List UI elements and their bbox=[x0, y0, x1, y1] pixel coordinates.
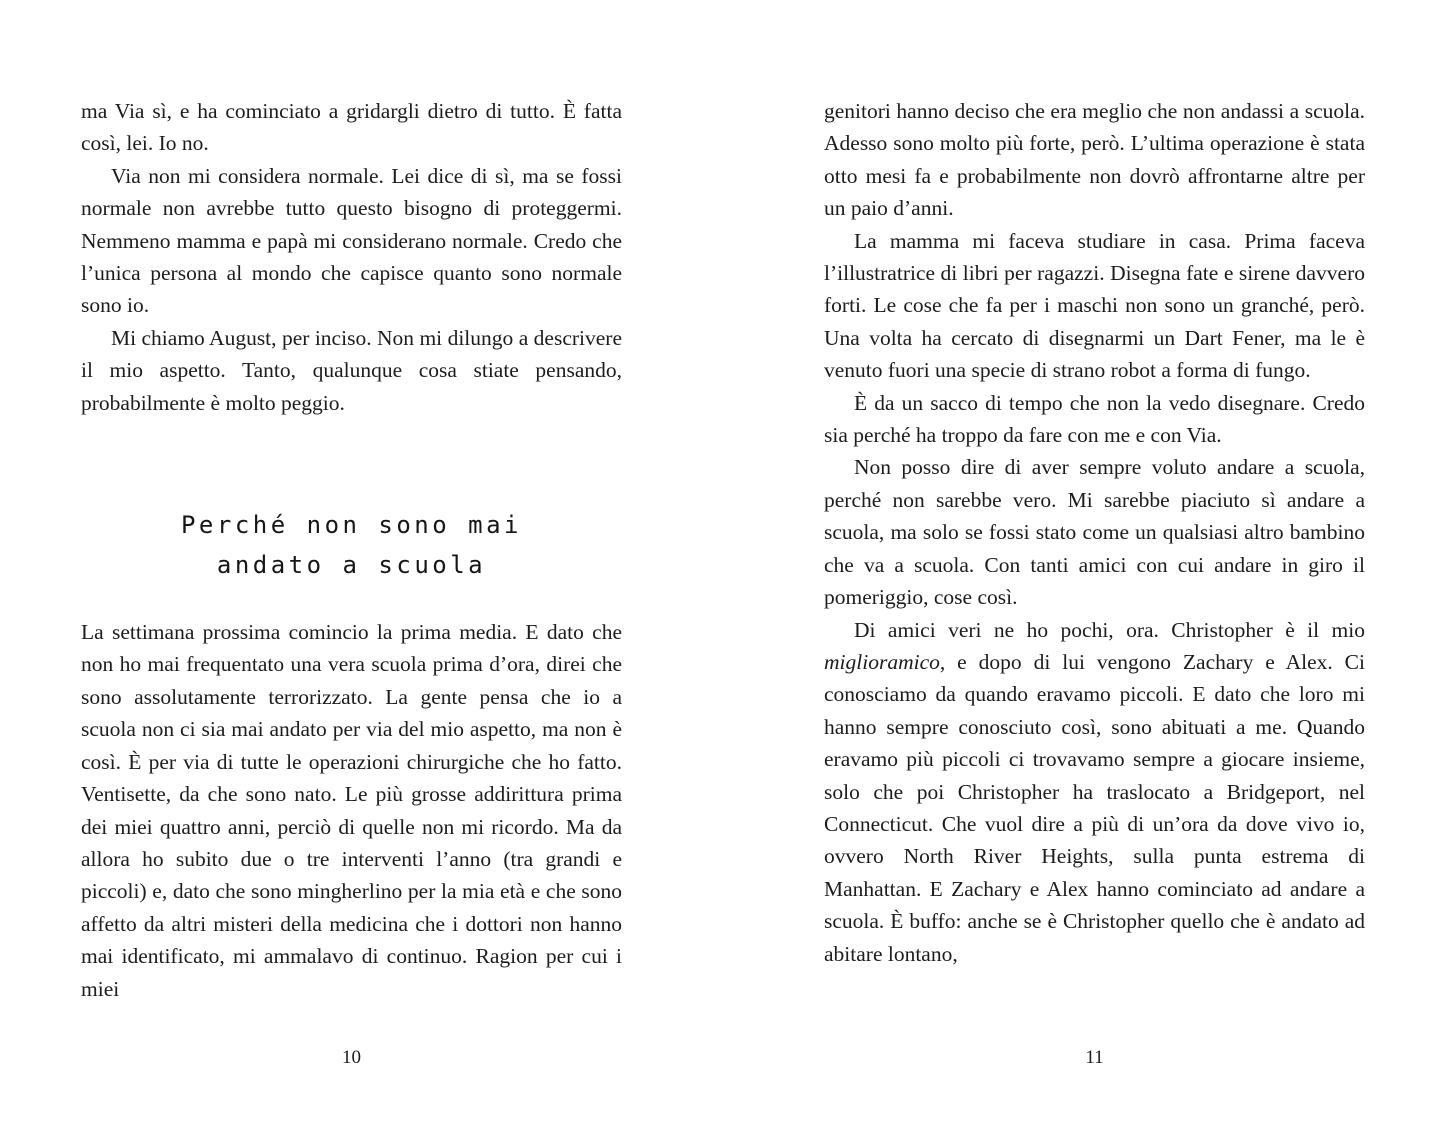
paragraph-text: Di amici veri ne ho pochi, ora. Christopher è il mio bbox=[854, 617, 1365, 642]
paragraph bbox=[824, 614, 1365, 970]
page-number-right: 11 bbox=[1085, 1047, 1104, 1068]
italic-word: miglioramico bbox=[824, 649, 940, 674]
paragraph-continued: genitori hanno deciso che era meglio che non andassi a scuola. Adesso sono molto più forte, però. L’ultima operazione è stata otto mesi fa e probabilmente non dovrò affrontarne altre per un paio d’anni. bbox=[824, 99, 1365, 221]
page-left bbox=[81, 95, 622, 1005]
paragraph-text: , e dopo di lui vengono Zachary e Alex. Ci conosciamo da quando eravamo piccoli. E dato che loro mi hanno sempre conosciuto così, sono abituati a me. Quando eravamo più piccoli ci trovavamo sempre a giocare insieme, solo che poi Christopher ha traslocato a Bridgeport, nel Connecticut. Che vuol dire a più di un’ora da dove vivo io, ovvero North River Heights, sulla punta estrema di Manhattan. E Zachary e Alex hanno cominciato ad andare a scuola. È buffo: anche se è Christopher quello che è andato ad abitare lontano, bbox=[824, 649, 1365, 966]
paragraph: Mi chiamo August, per inciso. Non mi dilungo a descrivere il mio aspetto. Tanto, qualunque cosa stiate pensando, probabilmente è molto peggio. bbox=[81, 325, 622, 415]
paragraph: La settimana prossima comincio la prima media. E dato che non ho mai frequentato una vera scuola prima d’ora, direi che sono assolutamente terrorizzato. La gente pensa che io a scuola non ci sia mai andato per via del mio aspetto, ma non è così. È per via di tutte le operazioni chirurgiche che ho fatto. Ventisette, da che sono nato. Le più grosse addirittura prima dei miei quattro anni, perciò di quelle non mi ricordo. Ma da allora ho subito due o tre interventi l’anno (tra grandi e piccoli) e, dato che sono mingherlino per la mia età e che sono affetto da altri misteri della medicina che i dottori non hanno mai identificato, mi ammalavo di continuo. Ragion per cui i miei bbox=[81, 620, 622, 1001]
chapter-title-line-2: andato a scuola bbox=[216, 551, 487, 580]
paragraph: La mamma mi faceva studiare in casa. Prima faceva l’illustratrice di libri per ragazzi. Disegna fate e sirene davvero forti. Le cose che fa per i maschi non sono un granché, però. Una volta ha cercato di disegnarmi un Dart Fener, ma le è venuto fuori una specie di strano robot a forma di fungo. bbox=[824, 228, 1365, 383]
paragraph: Non posso dire di aver sempre voluto andare a scuola, perché non sarebbe vero. Mi sarebbe piaciuto sì andare a scuola, ma solo se fossi stato come un qualsiasi altro bambino che va a scuola. Con tanti amici con cui andare in giro il pomeriggio, cose così. bbox=[824, 455, 1365, 610]
page-right bbox=[824, 95, 1365, 970]
paragraph-continued: ma Via sì, e ha cominciato a gridargli dietro di tutto. È fatta così, lei. Io no. bbox=[81, 99, 622, 156]
paragraph: È da un sacco di tempo che non la vedo disegnare. Credo sia perché ha troppo da fare con me e con Via. bbox=[824, 390, 1365, 448]
chapter-title-line-1: Perché non sono mai bbox=[180, 511, 523, 540]
page-number-left: 10 bbox=[342, 1047, 361, 1068]
chapter-title bbox=[81, 505, 622, 585]
paragraph: Via non mi considera normale. Lei dice di sì, ma se fossi normale non avrebbe tutto questo bisogno di proteggermi. Nemmeno mamma e papà mi considerano normale. Credo che l’unica persona al mondo che capisce quanto sono normale sono io. bbox=[81, 163, 622, 318]
